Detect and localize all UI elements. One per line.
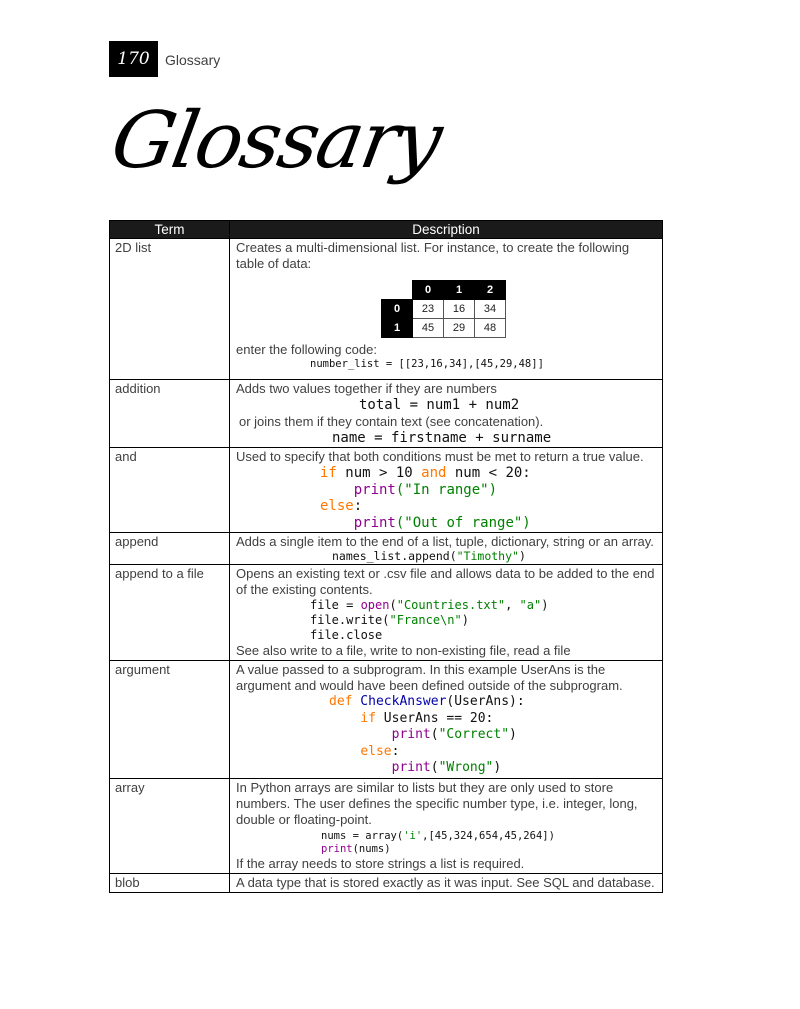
- mini-col-header: 0: [413, 281, 444, 300]
- term-cell: blob: [110, 873, 230, 892]
- mini-row-header: 1: [382, 319, 413, 338]
- mini-cell: 29: [444, 319, 475, 338]
- term-cell: addition: [110, 380, 230, 448]
- description-text: A value passed to a subprogram. In this example UserAns is the argument and would have been defined outside of the subprogram.: [236, 662, 623, 693]
- table-row: [110, 380, 663, 448]
- glossary-table: [109, 220, 663, 893]
- code-block: nums = array('i',[45,324,654,45,264]) print(nums): [321, 829, 555, 855]
- mini-cell: 34: [475, 300, 506, 319]
- code-block: file = open("Countries.txt", "a") file.write("France\n") file.close: [310, 598, 549, 642]
- column-header-description: Description: [230, 221, 663, 239]
- mini-cell: 16: [444, 300, 475, 319]
- table-row: [110, 661, 663, 779]
- term-cell: array: [110, 778, 230, 873]
- description-cell: [230, 239, 663, 380]
- term-cell: append to a file: [110, 565, 230, 661]
- column-header-term: Term: [110, 221, 230, 239]
- code-block: if num > 10 and num < 20: print("In range") else: print("Out of range"): [320, 465, 531, 531]
- term-cell: argument: [110, 661, 230, 779]
- table-row: [110, 565, 663, 661]
- description-text: A data type that is stored exactly as it was input. See SQL and database.: [236, 874, 655, 890]
- description-text: In Python arrays are similar to lists but they are only used to store numbers. The user defines the specific number type, i.e. integer, long, double or floating-point.: [236, 779, 638, 827]
- code-snippet: number_list = [[23,16,34],[45,29,48]]: [310, 358, 544, 370]
- code-snippet: name = firstname + surname: [332, 429, 552, 446]
- mini-cell: 23: [413, 300, 444, 319]
- code-snippet: total = num1 + num2: [359, 397, 520, 413]
- mini-cell: 48: [475, 319, 506, 338]
- table-row: [110, 778, 663, 873]
- table-header-row: [110, 221, 663, 239]
- table-row: [110, 533, 663, 565]
- description-cell: [230, 873, 663, 892]
- mini-col-header: 2: [475, 281, 506, 300]
- mini-cell: 45: [413, 319, 444, 338]
- description-text: Adds two values together if they are numbers: [236, 381, 497, 396]
- running-header: Glossary: [165, 52, 221, 68]
- description-text: If the array needs to store strings a list is required.: [236, 855, 525, 871]
- table-row: [110, 873, 663, 892]
- description-text: enter the following code:: [236, 342, 377, 357]
- description-text: Used to specify that both conditions must be met to return a true value.: [236, 449, 644, 464]
- description-text: Adds a single item to the end of a list, tuple, dictionary, string or an array.: [236, 534, 654, 549]
- page-title: Glossary: [105, 96, 448, 186]
- code-block: def CheckAnswer(UserAns): if UserAns == 20: print("Correct") else: print("Wrong"): [329, 694, 525, 775]
- description-cell: [230, 778, 663, 873]
- description-text: or joins them if they contain text (see concatenation).: [239, 413, 544, 429]
- description-text: Opens an existing text or .csv file and allows data to be added to the end of the existing contents.: [236, 566, 655, 597]
- table-row: [110, 448, 663, 533]
- table-row: [110, 239, 663, 380]
- see-also-text: See also write to a file, write to non-existing file, read a file: [236, 643, 571, 658]
- mini-col-header: 1: [444, 281, 475, 300]
- term-cell: 2D list: [110, 239, 230, 380]
- description-cell: [230, 565, 663, 661]
- page-number-badge: [109, 41, 158, 77]
- page-number: 170: [117, 49, 150, 69]
- code-snippet: names_list.append("Timothy"): [332, 549, 526, 563]
- description-cell: [230, 448, 663, 533]
- example-data-table: [381, 280, 506, 338]
- term-cell: and: [110, 448, 230, 533]
- description-cell: [230, 533, 663, 565]
- description-text: Creates a multi-dimensional list. For instance, to create the following table of data:: [236, 240, 630, 271]
- mini-row-header: 0: [382, 300, 413, 319]
- description-cell: [230, 661, 663, 779]
- description-cell: [230, 380, 663, 448]
- term-cell: append: [110, 533, 230, 565]
